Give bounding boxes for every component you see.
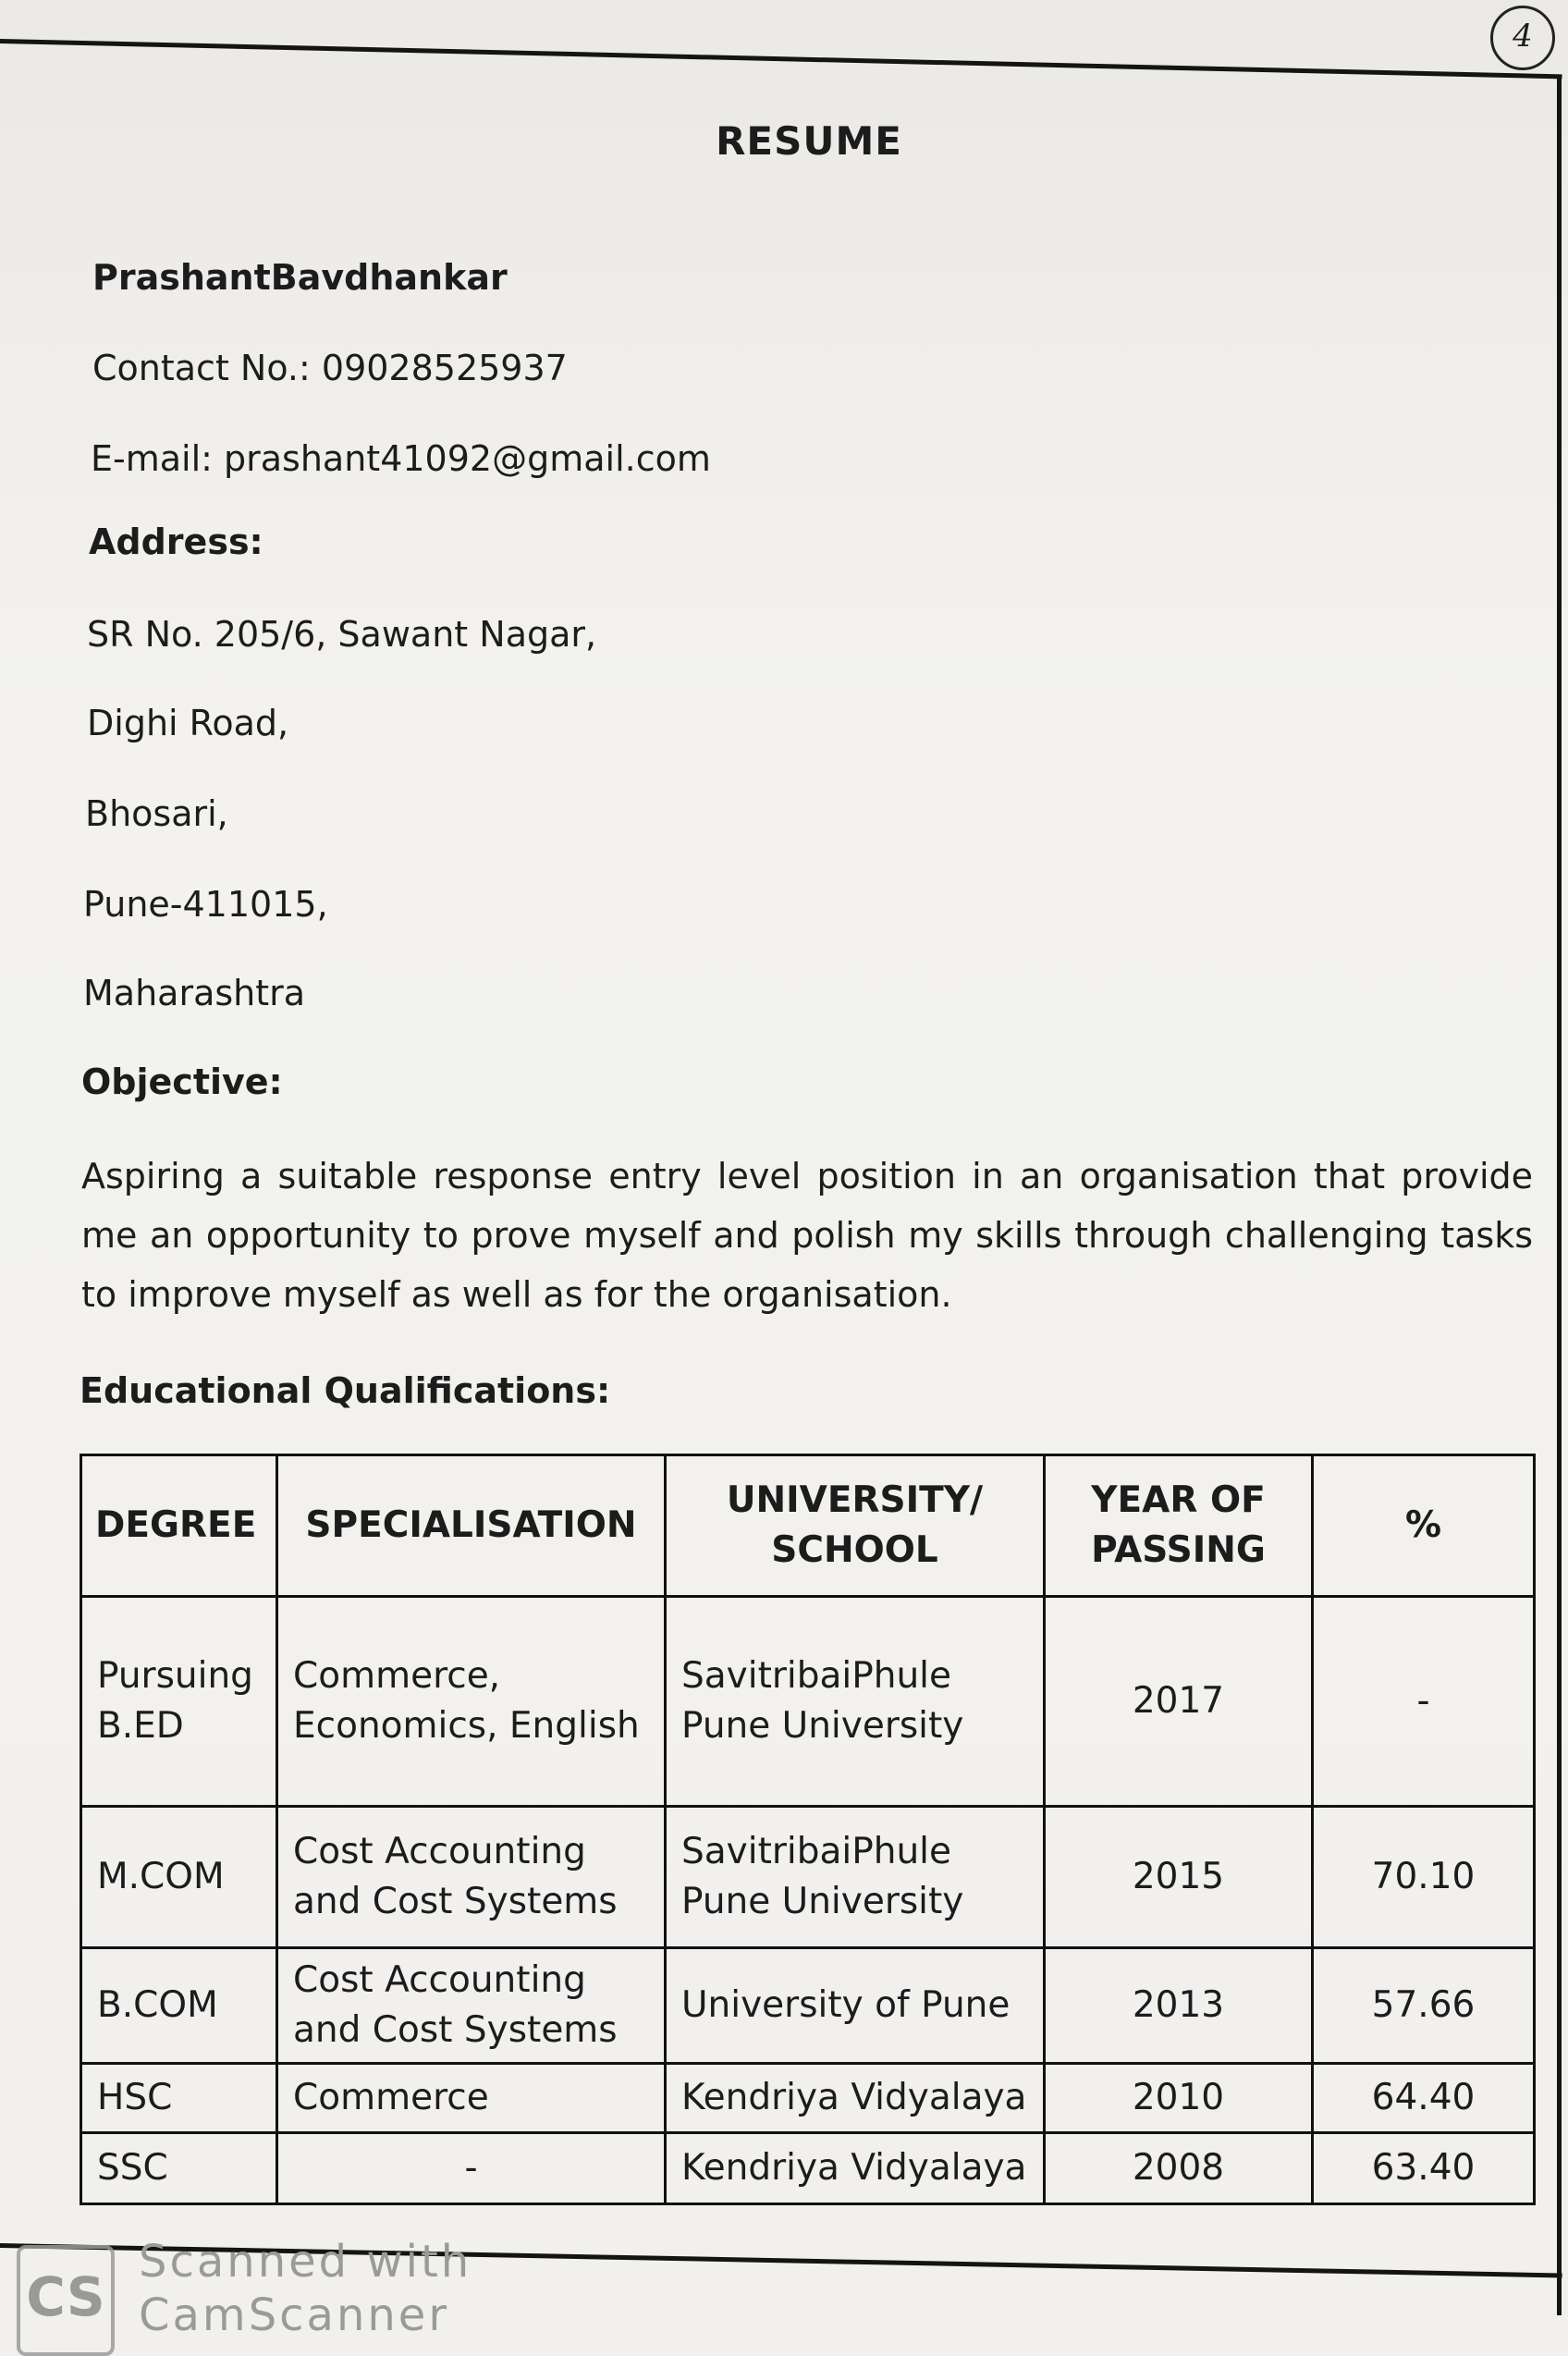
year-cell: 2013 <box>1045 1948 1313 2064</box>
percent-cell: 63.40 <box>1313 2133 1535 2204</box>
column-header-specialisation: SPECIALISATION <box>277 1455 666 1597</box>
address-line: SR No. 205/6, Sawant Nagar, <box>87 614 597 655</box>
specialisation-cell: Cost Accounting and Cost Systems <box>277 1948 666 2064</box>
table-row <box>81 1597 1535 1807</box>
objective-text: Aspiring a suitable response entry level position in an organisation that provide me an opportunity to prove myself and polish my skills through challenging tasks to improve myself as well as for the organisation. <box>81 1156 1533 1315</box>
specialisation-cell: Commerce, Economics, English <box>277 1597 666 1807</box>
university-cell: SavitribaiPhule Pune University <box>666 1597 1045 1807</box>
column-header-degree: DEGREE <box>81 1455 277 1597</box>
university-cell: SavitribaiPhule Pune University <box>666 1807 1045 1948</box>
address-heading: Address: <box>89 522 263 562</box>
specialisation-cell: - <box>277 2133 666 2204</box>
year-cell: 2010 <box>1045 2064 1313 2133</box>
percent-cell: 57.66 <box>1313 1948 1535 2064</box>
degree-cell: Pursuing B.ED <box>81 1597 277 1807</box>
table-row <box>81 2133 1535 2204</box>
degree-cell: M.COM <box>81 1807 277 1948</box>
camscanner-logo: CS <box>17 2245 115 2356</box>
percent-cell: 64.40 <box>1313 2064 1535 2133</box>
watermark-line-1: Scanned with <box>139 2236 472 2288</box>
education-heading: Educational Qualifications: <box>80 1370 611 1411</box>
border-right <box>1557 78 1562 2315</box>
university-cell: University of Pune <box>666 1948 1045 2064</box>
university-cell: Kendriya Vidyalaya <box>666 2133 1045 2204</box>
degree-cell: SSC <box>81 2133 277 2204</box>
contact-number: Contact No.: 09028525937 <box>92 348 568 388</box>
address-line: Pune-411015, <box>83 884 328 925</box>
border-top <box>0 39 1562 79</box>
objective-heading: Objective: <box>81 1061 283 1102</box>
email-address: E-mail: prashant41092@gmail.com <box>91 438 711 479</box>
year-cell: 2008 <box>1045 2133 1313 2204</box>
column-header-year: YEAR OF PASSING <box>1045 1455 1313 1597</box>
address-line: Bhosari, <box>85 793 228 834</box>
applicant-name: PrashantBavdhankar <box>92 257 508 298</box>
table-header-row <box>81 1455 1535 1597</box>
page-number: 4 <box>1490 6 1555 70</box>
percent-cell: - <box>1313 1597 1535 1807</box>
table-row <box>81 1807 1535 1948</box>
column-header-percent: % <box>1313 1455 1535 1597</box>
table-row <box>81 1948 1535 2064</box>
specialisation-cell: Cost Accounting and Cost Systems <box>277 1807 666 1948</box>
university-cell: Kendriya Vidyalaya <box>666 2064 1045 2133</box>
education-table <box>80 1454 1536 2205</box>
table-row <box>81 2064 1535 2133</box>
specialisation-cell: Commerce <box>277 2064 666 2133</box>
address-line: Dighi Road, <box>87 703 289 743</box>
percent-cell: 70.10 <box>1313 1807 1535 1948</box>
watermark-line-2: CamScanner <box>139 2289 450 2341</box>
degree-cell: HSC <box>81 2064 277 2133</box>
column-header-university: UNIVERSITY/ SCHOOL <box>666 1455 1045 1597</box>
year-cell: 2017 <box>1045 1597 1313 1807</box>
degree-cell: B.COM <box>81 1948 277 2064</box>
resume-title: RESUME <box>716 118 902 164</box>
year-cell: 2015 <box>1045 1807 1313 1948</box>
address-line: Maharashtra <box>83 973 306 1013</box>
